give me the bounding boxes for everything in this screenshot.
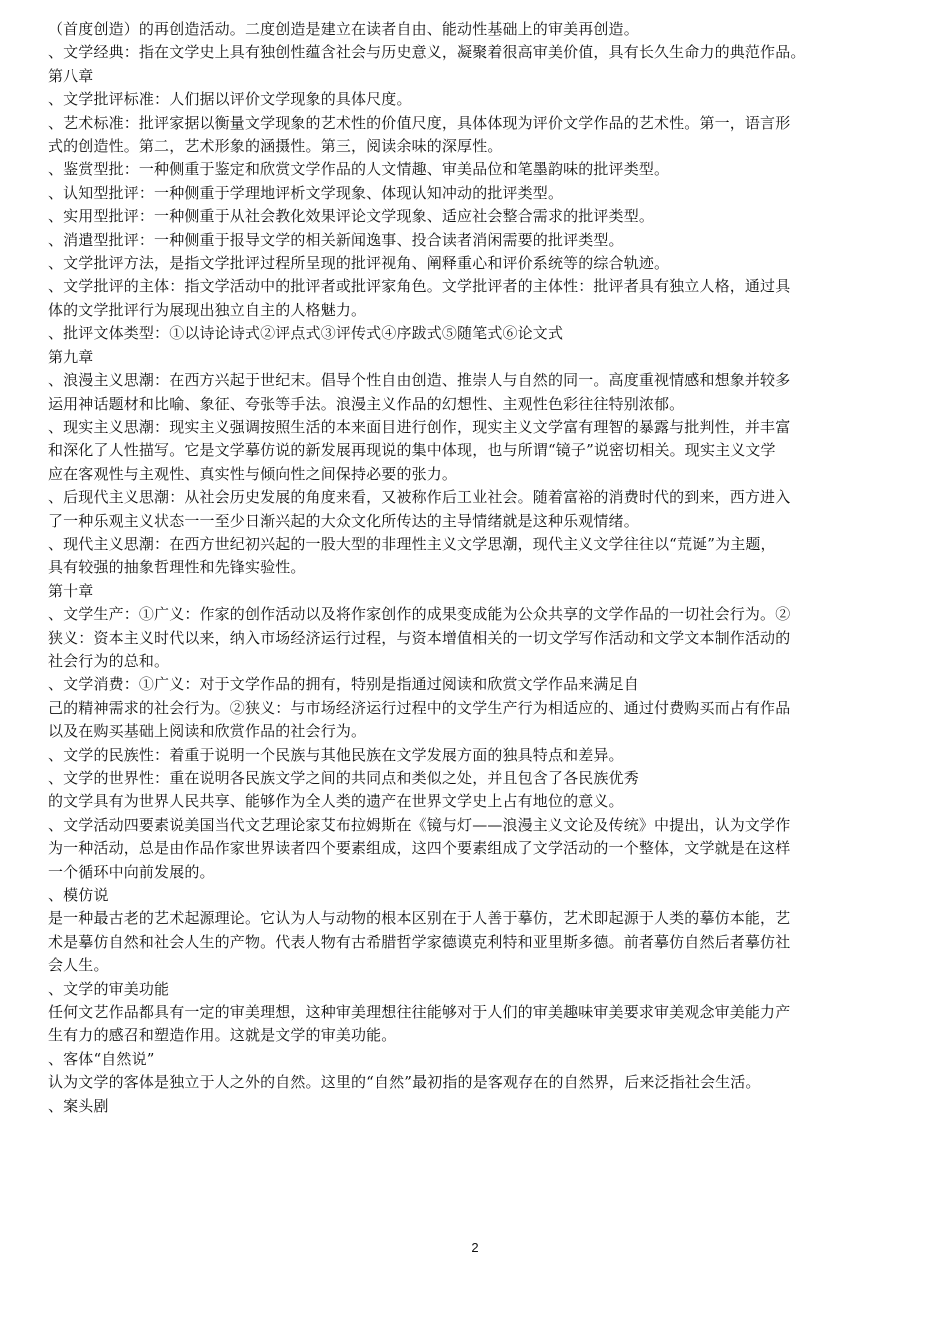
text-line: （首度创造）的再创造活动。二度创造是建立在读者自由、能动性基础上的审美再创造。: [48, 20, 639, 38]
text-line: 应在客观性与主观性、真实性与倾向性之间保持必要的张力。: [48, 464, 458, 483]
text-line: 、文学经典：指在文学史上具有独创性蕴含社会与历史意义，凝聚着很高审美价值，具有长久生命力的典范作品。: [48, 43, 806, 62]
text-line: 是一种最古老的艺术起源理论。它认为人与动物的根本区别在于人善于摹仿，艺术即起源于人类的摹仿本能，艺: [48, 909, 791, 928]
text-line: 、实用型批评：一种侧重于从社会教化效果评论文学现象、适应社会整合需求的批评类型。: [48, 207, 655, 226]
text-line: 术是摹仿自然和社会人生的产物。代表人物有古希腊哲学家德谟克利特和亚里斯多德。前者摹仿自然后者摹仿社: [48, 932, 791, 951]
text-line: 具有较强的抽象哲理性和先锋实验性。: [48, 558, 306, 577]
text-line: 、浪漫主义思潮：在西方兴起于世纪末。倡导个性自由创造、推崇人与自然的同一。高度重视情感和想象并较多: [48, 371, 791, 390]
text-line: 认为文学的客体是独立于人之外的自然。这里的“自然”最初指的是客观存在的自然界，后来泛指社会生活。: [48, 1073, 761, 1092]
text-line: 己的精神需求的社会行为。②狭义：与市场经济运行过程中的文学生产行为相适应的、通过付费购买而占有作品: [48, 698, 791, 717]
text-line: 式的创造性。第二，艺术形象的涵摄性。第三，阅读余味的深厚性。: [48, 137, 503, 156]
text-line: 、认知型批评：一种侧重于学理地评析文学现象、体现认知冲动的批评类型。: [48, 183, 564, 202]
text-line: 、文学生产：①广义：作家的创作活动以及将作家创作的成果变成能为公众共享的文学作品的一切社会行为。②: [48, 605, 791, 624]
text-line: 、文学批评标准：人们据以评价文学现象的具体尺度。: [48, 90, 412, 109]
text-line: 、文学批评方法，是指文学批评过程所呈现的批评视角、阐释重心和评价系统等的综合轨迹。: [48, 254, 670, 273]
text-line: 、艺术标准：批评家据以衡量文学现象的艺术性的价值尺度，具体体现为评价文学作品的艺术性。第一，语言形: [48, 113, 791, 132]
chapter-heading: 第十章: [48, 581, 94, 600]
text-line: 、文学的审美功能: [48, 979, 170, 998]
text-line: 、文学批评的主体：指文学活动中的批评者或批评家角色。文学批评者的主体性：批评者具有独立人格，通过具: [48, 277, 791, 296]
text-line: 了一种乐观主义状态一一至少日渐兴起的大众文化所传达的主导情绪就是这种乐观情绪。: [48, 511, 639, 530]
text-line: 运用神话题材和比喻、象征、夸张等手法。浪漫主义作品的幻想性、主观性色彩往往特别浓郁。: [48, 394, 685, 413]
text-line: 和深化了人性描写。它是文学摹仿说的新发展再现说的集中体现，也与所谓“镜子”说密切相关。现实主义文学: [48, 441, 776, 460]
text-line: 、后现代主义思潮：从社会历史发展的角度来看，又被称作后工业社会。随着富裕的消费时代的到来，西方进入: [48, 488, 791, 507]
page-number: 2: [471, 1240, 479, 1255]
text-line: 的文学具有为世界人民共享、能够作为全人类的遗产在世界文学史上占有地位的意义。: [48, 792, 624, 811]
document-body: [48, 18, 910, 1118]
chapter-heading: 第八章: [48, 66, 94, 85]
text-line: 、案头剧: [48, 1096, 109, 1115]
text-line: 、文学活动四要素说美国当代文艺理论家艾布拉姆斯在《镜与灯——浪漫主义文论及传统》中提出，认为文学作: [48, 815, 791, 834]
text-line: 狭义：资本主义时代以来，纳入市场经济运行过程，与资本增值相关的一切文学写作活动和文学文本制作活动的: [48, 628, 791, 647]
text-line: 、批评文体类型：①以诗论诗式②评点式③评传式④序跋式⑤随笔式⑥论文式: [48, 324, 564, 343]
text-line: 、客体“自然说”: [48, 1049, 155, 1068]
chapter-heading: 第九章: [48, 347, 94, 366]
text-line: 、模仿说: [48, 886, 109, 905]
text-line: 、鉴赏型批：一种侧重于鉴定和欣赏文学作品的人文情趣、审美品位和笔墨韵味的批评类型。: [48, 160, 670, 179]
text-line: 会人生。: [48, 956, 109, 975]
text-line: 、文学的民族性：着重于说明一个民族与其他民族在文学发展方面的独具特点和差异。: [48, 745, 624, 764]
text-line: 一个循环中向前发展的。: [48, 862, 215, 881]
text-line: 生有力的感召和塑造作用。这就是文学的审美功能。: [48, 1026, 397, 1045]
text-line: 为一种活动，总是由作品作家世界读者四个要素组成，这四个要素组成了文学活动的一个整体，文学就是在这样: [48, 839, 791, 858]
text-line: 、消遣型批评：一种侧重于报导文学的相关新闻逸事、投合读者消闲需要的批评类型。: [48, 230, 624, 249]
text-line: 任何文艺作品都具有一定的审美理想，这种审美理想往往能够对于人们的审美趣味审美要求审美观念审美能力产: [48, 1003, 791, 1022]
text-line: 、文学消费：①广义：对于文学作品的拥有，特别是指通过阅读和欣赏文学作品来满足自: [48, 675, 639, 694]
text-line: 、现代主义思潮：在西方世纪初兴起的一股大型的非理性主义文学思潮，现代主义文学往往以“荒诞”为主题，: [48, 534, 776, 553]
text-line: 体的文学批评行为展现出独立自主的人格魅力。: [48, 300, 367, 319]
text-line: 、现实主义思潮：现实主义强调按照生活的本来面目进行创作，现实主义文学富有理智的暴露与批判性，并丰富: [48, 417, 791, 436]
text-line: 以及在购买基础上阅读和欣赏作品的社会行为。: [48, 722, 367, 741]
text-line: 、文学的世界性：重在说明各民族文学之间的共同点和类似之处，并且包含了各民族优秀: [48, 769, 639, 787]
text-line: 社会行为的总和。: [48, 651, 170, 670]
